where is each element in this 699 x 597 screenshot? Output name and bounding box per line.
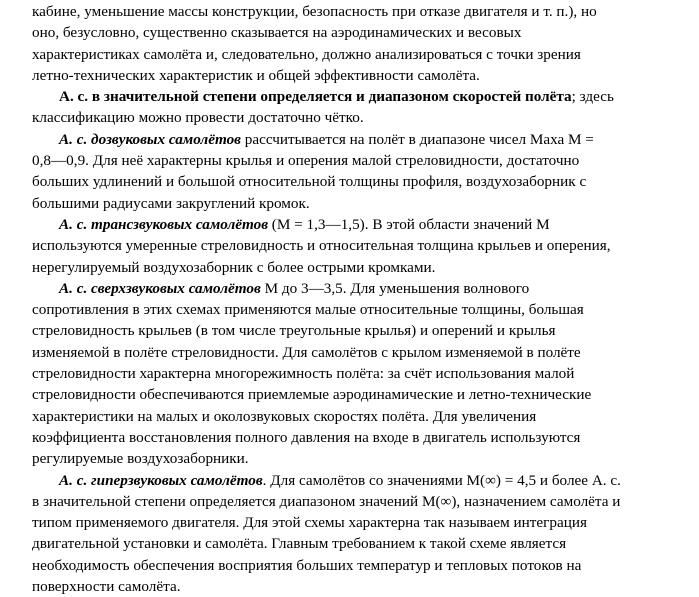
subsonic-term: А. с. дозвуковых самолётов <box>59 130 241 148</box>
text-line <box>32 86 687 107</box>
text-line: изменяемой в полёте стреловидности. Для самолётов с крылом изменяемой в полёте <box>32 343 581 361</box>
paragraph-hypersonic <box>32 470 687 597</box>
text-line: стреловидности обеспечиваются приемлемые аэродинамические и летно-технические <box>32 386 592 404</box>
text-line: стреловидность крыльев (в том числе треугольные крылья) и оперений и крылья <box>32 322 556 340</box>
text-line <box>32 129 687 150</box>
text-line: больших удлинений и большой относительной толщины профиля, воздухозаборник с <box>32 173 587 191</box>
text-line: характеристики на малых и околозвуковых скоростях полёта. Для увеличения <box>32 407 537 425</box>
paragraph-intro-continuation <box>32 1 687 86</box>
text-run: . Для самолётов со значениями M(∞) = 4,5 и более А. с. <box>262 471 621 489</box>
text-run: ; здесь <box>571 88 614 106</box>
text-line <box>32 278 687 299</box>
text-line: кабине, уменьшение массы конструкции, безопасность при отказе двигателя и т. п.), но <box>32 3 597 20</box>
text-line <box>32 470 687 491</box>
text-line: стреловидности характерна многорежимность полёта: за счёт использования малой <box>32 365 575 383</box>
paragraph-subsonic <box>32 129 687 214</box>
text-line: классификацию можно провести достаточно чётко. <box>32 109 364 127</box>
text-line: 0,8—0,9. Для неё характерны крылья и оперения малой стреловидности, достаточно <box>32 152 580 170</box>
text-line: характеристиках самолёта и, следовательно, должно анализироваться с точки зрения <box>32 45 581 63</box>
text-line: в значительной степени определяется диапазоном значений M(∞), назначением самолёта и <box>32 492 621 510</box>
text-line: летно-технических характеристик и общей эффективности самолёта. <box>32 66 480 84</box>
text-line: поверхности самолёта. <box>32 578 181 596</box>
text-line: сопротивления в этих схемах применяются малые относительные толщины, большая <box>32 301 584 319</box>
text-run: M до 3—3,5. Для уменьшения волнового <box>260 279 530 297</box>
text-line: регулируемые воздухозаборники. <box>32 450 249 468</box>
supersonic-term: А. с. сверхзвуковых самолётов <box>59 279 261 297</box>
text-line: типом применяемого двигателя. Для этой схемы характерна так называем интеграция <box>32 514 587 532</box>
text-run: (M = 1,3—1,5). В этой области значений M <box>268 215 550 233</box>
text-line: используются умеренные стреловидность и относительная толщина крыльев и оперения, <box>32 237 611 255</box>
paragraph-speed-range <box>32 86 687 129</box>
transonic-term: А. с. трансзвуковых самолётов <box>59 215 268 233</box>
text-line: большими радиусами закруглений кромок. <box>32 194 310 212</box>
text-line: оно, безусловно, существенно сказывается на аэродинамических и весовых <box>32 24 522 42</box>
text-line: необходимость обеспечения восприятия больших температур и тепловых потоков на <box>32 556 582 574</box>
text-line: коэффициента восстановления полного давления на входе в двигатель используются <box>32 428 581 446</box>
paragraph-transonic <box>32 214 687 278</box>
speed-range-heading: А. с. в значительной степени определяется и диапазоном скоростей полёта <box>59 88 572 106</box>
hypersonic-term: А. с. гиперзвуковых самолётов <box>59 471 263 489</box>
text-line: двигательной установки и самолёта. Главным требованием к такой схеме является <box>32 535 567 553</box>
text-line: нерегулируемый воздухозаборник с более острыми кромками. <box>32 258 436 276</box>
paragraph-supersonic <box>32 278 687 470</box>
text-line <box>32 214 687 235</box>
text-run: рассчитывается на полёт в диапазоне чисел Маха M = <box>240 130 594 148</box>
